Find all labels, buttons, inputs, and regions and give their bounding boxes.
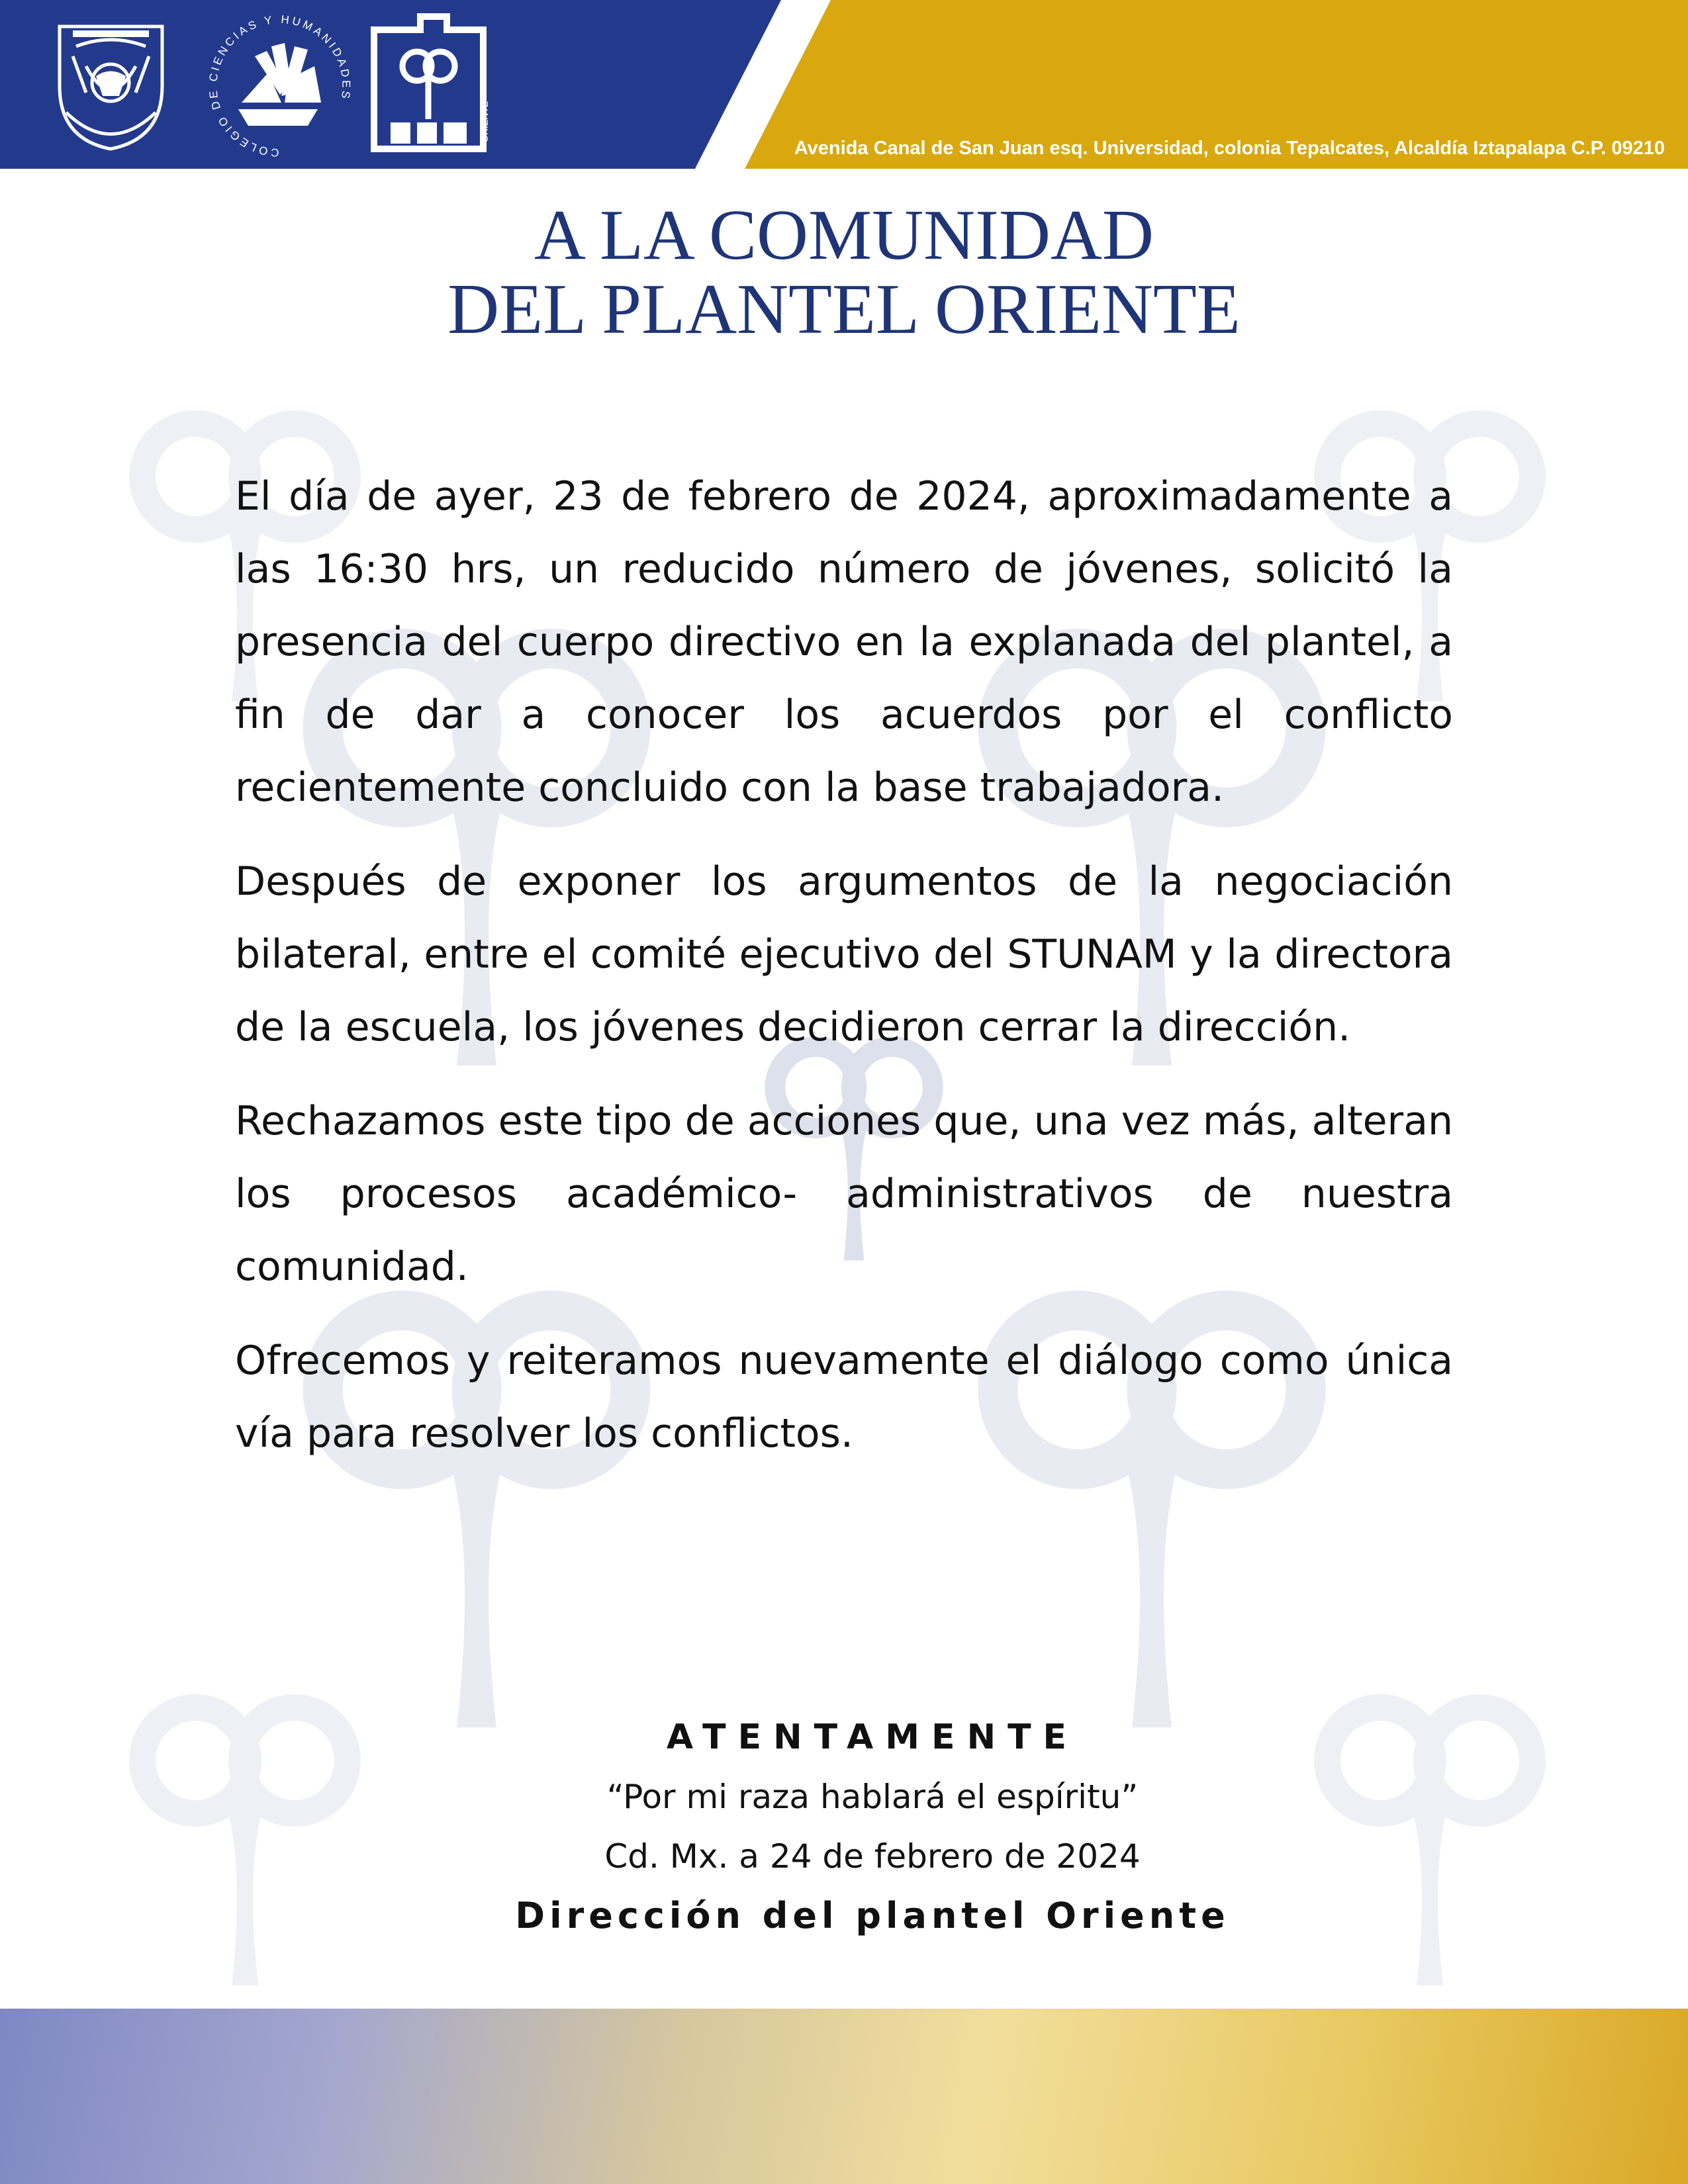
closing-salutation: ATENTAMENTE	[666, 1717, 1079, 1757]
body-paragraph-4: Ofrecemos y reiteramos nuevamente el diálogo como única vía para resolver los conflictos.	[235, 1338, 1453, 1457]
body-paragraph-1: El día de ayer, 23 de febrero de 2024, aproximadamente a las 16:30 hrs, un reducido número de jóvenes, solicitó la presencia del cuerpo directivo en la explanada del plantel, a fin de dar a conocer los acuerdos por el conflicto recientemente concluido con la base trabajadora.	[235, 473, 1453, 811]
closing-date: Cd. Mx. a 24 de febrero de 2024	[604, 1837, 1141, 1876]
plantel-side-text: ORIENTE	[479, 101, 490, 142]
letter-body	[235, 460, 1453, 1491]
cch-ring-text: COLEGIO DE CIENCIAS Y HUMANIDADES	[207, 13, 353, 159]
title-line-2: DEL PLANTEL ORIENTE	[447, 270, 1241, 349]
closing-motto: “Por mi raza hablará el espíritu”	[606, 1778, 1139, 1816]
cch-circle-logo-icon	[202, 10, 357, 159]
letter-closing	[0, 1707, 1688, 1946]
body-paragraph-2: Después de exponer los argumentos de la negociación bilateral, entre el comité ejecutivo del STUNAM y la directora de la escuela, los jóvenes decidieron cerrar la dirección.	[235, 858, 1453, 1050]
footer-band	[0, 2009, 1688, 2184]
header-band	[0, 0, 1688, 169]
closing-signature: Dirección del plantel Oriente	[515, 1895, 1230, 1936]
header-address: Avenida Canal de San Juan esq. Universidad, colonia Tepalcates, Alcaldía Iztapalapa C.P. 09210	[794, 138, 1665, 159]
title-line-1: A LA COMUNIDAD	[534, 196, 1154, 275]
plantel-oriente-logo-icon	[367, 10, 493, 159]
body-paragraph-3: Rechazamos este tipo de acciones que, una vez más, alteran los procesos académico- administrativos de nuestra comunidad.	[235, 1098, 1453, 1290]
page-title	[0, 196, 1688, 349]
unam-crest-icon	[46, 13, 175, 156]
